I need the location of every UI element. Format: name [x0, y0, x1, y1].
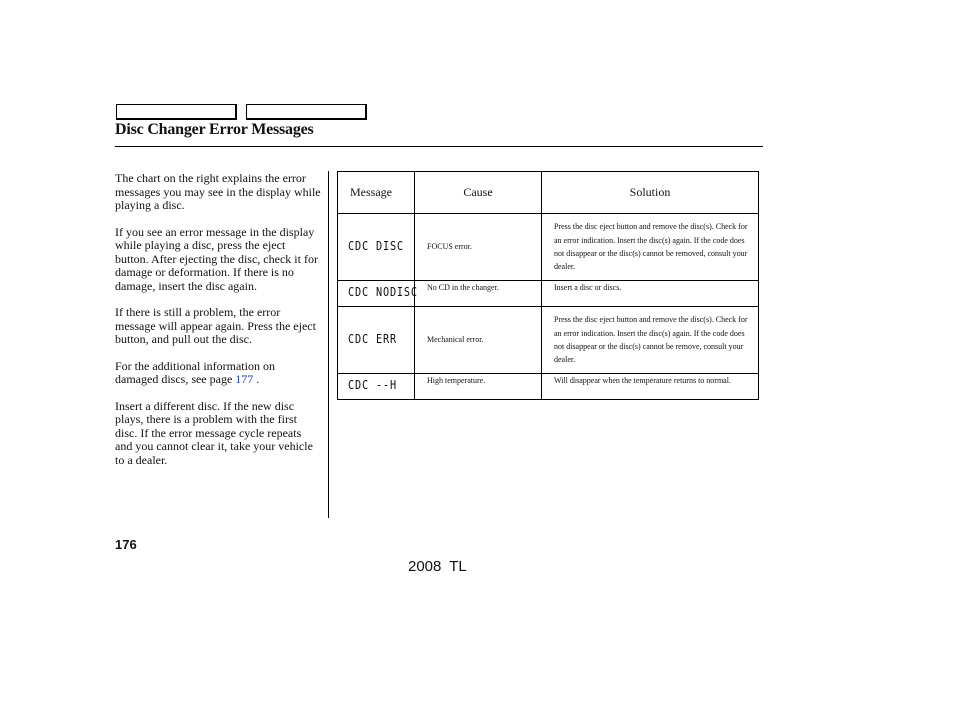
message-code	[338, 307, 415, 374]
solution-cell: Insert a disc or discs.	[542, 281, 759, 307]
lcd-code: CDC NODISC	[348, 285, 418, 300]
cause-cell: High temperature.	[415, 374, 542, 400]
table-row	[338, 374, 759, 400]
intro-paragraph: If there is still a problem, the error message will appear again. Press the eject button, and pull out the disc.	[115, 305, 316, 346]
header-cause: Cause	[415, 172, 542, 214]
intro-paragraph: Insert a different disc. If the new disc plays, there is a problem with the first disc. If the error message cycle repeats and you cannot clear it, take your vehicle to a dealer.	[115, 398, 313, 467]
title-rule	[115, 146, 763, 147]
page-number: 176	[115, 537, 137, 552]
column-divider	[328, 171, 329, 518]
more-info-text: For the additional information on damaged discs, see page	[115, 358, 275, 386]
error-message-table	[337, 171, 759, 400]
footer-model: 2008 TL	[408, 558, 467, 575]
cause-cell: FOCUS error.	[415, 214, 542, 281]
table-row	[338, 281, 759, 307]
intro-paragraph: If you see an error message in the display while playing a disc, press the eject button. After ejecting the disc, check it for damage or deformation. If there is no damage, insert the disc again.	[115, 224, 318, 293]
solution-cell: Press the disc eject button and remove the disc(s). Check for an error indication. Insert the disc(s) again. If the code does not disappear or the disc(s) cannot be removed, consult your dealer.	[542, 214, 759, 281]
lcd-code: CDC --H	[348, 378, 397, 393]
nav-tab-index[interactable]	[246, 104, 367, 120]
nav-tab-main-menu[interactable]	[116, 104, 237, 120]
more-info-paragraph	[115, 360, 321, 387]
page-link-177[interactable]: 177	[235, 372, 254, 386]
intro-paragraph: The chart on the right explains the error messages you may see in the display while playing a disc.	[115, 171, 321, 212]
header-solution: Solution	[542, 172, 759, 214]
more-info-tail: .	[253, 372, 260, 386]
message-code	[338, 374, 415, 400]
header-message: Message	[338, 172, 415, 214]
solution-cell: Press the disc eject button and remove the disc(s). Check for an error indication. Insert the disc(s) again. If the code does not disappear or the disc(s) cannot be remove, consult your dealer.	[542, 307, 759, 374]
message-code	[338, 214, 415, 281]
lcd-code: CDC ERR	[348, 331, 397, 346]
cause-cell: No CD in the changer.	[415, 281, 542, 307]
solution-cell: Will disappear when the temperature returns to normal.	[542, 374, 759, 400]
table-header-row	[338, 172, 759, 214]
lcd-code: CDC DISC	[348, 238, 404, 253]
message-code	[338, 281, 418, 307]
intro-text	[115, 172, 321, 480]
cause-cell: Mechanical error.	[415, 307, 542, 374]
table-row	[338, 214, 759, 281]
page-title: Disc Changer Error Messages	[115, 121, 314, 138]
table-row	[338, 307, 759, 374]
